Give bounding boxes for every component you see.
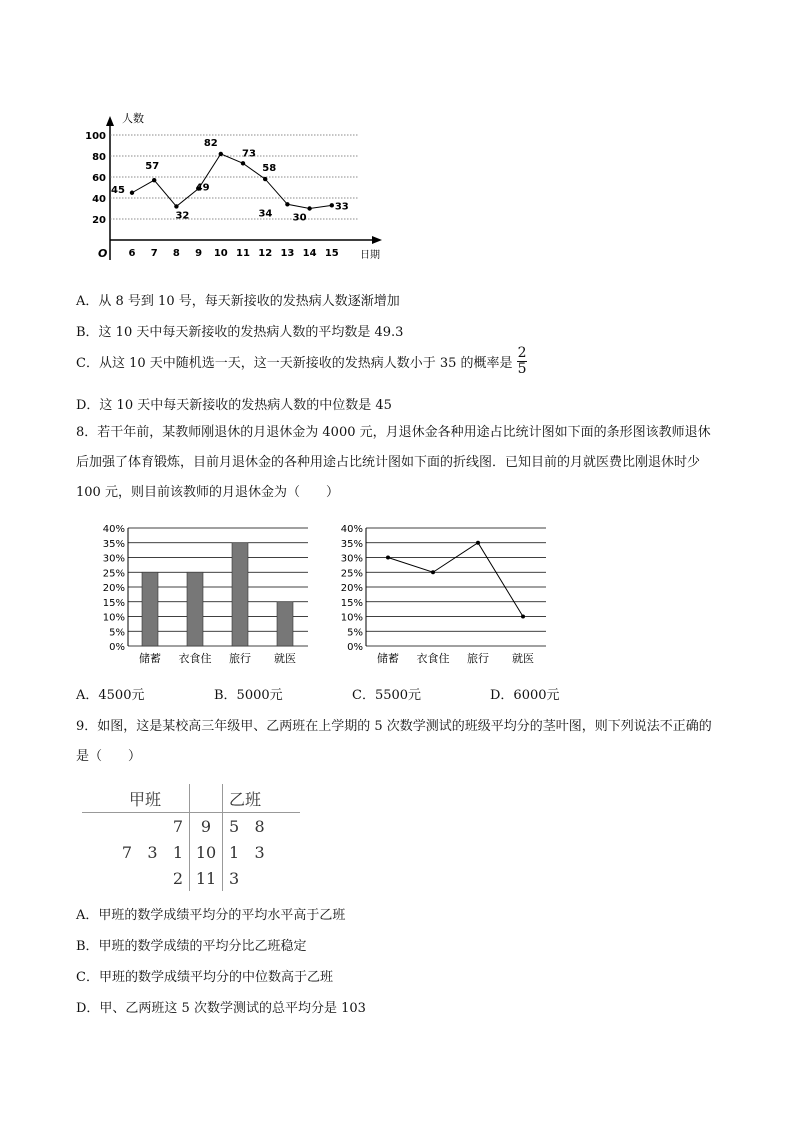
q9-option-c: C．甲班的数学成绩平均分的中位数高于乙班 xyxy=(76,970,333,985)
q7-option-c xyxy=(76,346,527,377)
x-tick-label: 储蓄 xyxy=(377,652,399,665)
q8-bar-chart xyxy=(92,518,312,668)
x-tick-label: 12 xyxy=(258,248,273,259)
data-label: 30 xyxy=(292,212,307,224)
data-label: 57 xyxy=(145,161,160,173)
q8-option-d: D．6000元 xyxy=(490,688,560,703)
q9-option-d: D．甲、乙两班这 5 次数学测试的总平均分是 103 xyxy=(76,1001,366,1016)
data-point xyxy=(263,177,267,181)
y-tick-label: 10% xyxy=(340,612,363,624)
data-label: 49 xyxy=(195,182,210,194)
leaf: 7 xyxy=(172,816,183,836)
leaf: 1 xyxy=(172,842,183,862)
series-line xyxy=(132,154,332,209)
y-tick-label: 20% xyxy=(102,583,125,594)
x-tick-label: 旅行 xyxy=(229,652,251,665)
data-point xyxy=(174,204,178,208)
data-label: 32 xyxy=(175,210,190,222)
y-tick-label: 5% xyxy=(347,627,363,639)
y-tick-label: 0% xyxy=(109,642,125,653)
leaf: 3 xyxy=(147,842,158,862)
leaf-right-row1 xyxy=(223,813,301,840)
data-label: 45 xyxy=(111,184,125,196)
q7-origin: O xyxy=(98,247,108,260)
header-stem xyxy=(190,784,223,813)
fraction xyxy=(517,346,528,377)
y-tick-label: 25% xyxy=(102,568,125,580)
stem-leaf-plot xyxy=(82,784,300,891)
leaf-left-row1 xyxy=(82,813,190,840)
x-tick-label: 就医 xyxy=(512,652,534,665)
data-label: 34 xyxy=(258,208,273,220)
stem: 9 xyxy=(190,813,223,840)
series-line xyxy=(388,543,523,617)
stem: 11 xyxy=(190,865,223,891)
y-tick-label: 30% xyxy=(102,553,125,565)
data-label: 73 xyxy=(242,148,256,160)
q7-xlabel: 日期 xyxy=(360,250,380,261)
leaf: 7 xyxy=(121,842,133,862)
y-tick-label: 30% xyxy=(340,553,363,565)
header-left: 甲班 xyxy=(128,789,161,809)
q9-option-b: B．甲班的数学成绩的平均分比乙班稳定 xyxy=(76,939,307,954)
y-tick-label: 0% xyxy=(347,642,363,653)
y-tick-label: 40% xyxy=(340,524,363,535)
data-point xyxy=(241,161,245,165)
leaf-left-row3 xyxy=(82,865,190,891)
x-tick-label: 14 xyxy=(302,248,317,259)
q7-option-b: B．这 10 天中每天新接收的发热病人数的平均数是 49.3 xyxy=(76,325,404,340)
y-tick-label: 25% xyxy=(340,568,363,580)
q7-option-a: A．从 8 号到 10 号，每天新接收的发热病人数逐渐增加 xyxy=(76,294,400,309)
y-tick-label: 15% xyxy=(340,597,363,609)
data-label: 82 xyxy=(203,137,218,149)
y-tick-label: 40 xyxy=(92,194,106,205)
y-tick-label: 35% xyxy=(102,538,125,550)
q9-option-a: A．甲班的数学成绩平均分的平均水平高于乙班 xyxy=(76,908,346,923)
data-point xyxy=(431,570,435,574)
data-point xyxy=(152,178,156,182)
q8-option-a: A．4500元 xyxy=(76,688,145,703)
x-tick-label: 11 xyxy=(236,248,250,259)
x-tick-label: 就医 xyxy=(274,652,296,665)
leaf: 1 xyxy=(229,842,240,862)
fraction-numerator: 2 xyxy=(517,345,527,361)
y-tick-label: 20% xyxy=(340,583,363,594)
y-tick-label: 60 xyxy=(92,173,106,184)
fraction-denominator: 5 xyxy=(517,361,527,377)
q7-ylabel: 人数 xyxy=(122,112,144,125)
q8-option-c: C．5500元 xyxy=(352,688,422,703)
y-tick-label: 10% xyxy=(102,612,125,624)
q7-option-c-text: C．从这 10 天中随机选一天，这一天新接收的发热病人数小于 35 的概率是 xyxy=(76,356,513,371)
x-tick-label: 13 xyxy=(280,248,295,259)
y-tick-label: 15% xyxy=(102,597,125,609)
x-tick-label: 7 xyxy=(150,248,158,259)
data-point xyxy=(219,152,223,156)
leaf: 2 xyxy=(172,868,183,888)
data-point xyxy=(521,615,525,619)
leaf: 8 xyxy=(254,816,265,836)
x-tick-label: 旅行 xyxy=(467,652,489,665)
bar xyxy=(187,572,203,646)
x-tick-label: 15 xyxy=(324,248,339,259)
data-point xyxy=(330,203,334,207)
leaf-right-row2 xyxy=(223,839,301,865)
q8-question: 8．若干年前，某教师刚退休的月退休金为 4000 元，月退休金各种用途占比统计图如下面的条形图该教师退休后加强了体育锻炼，目前月退休金的各种用途占比统计图如下面的折线图．已知目前的月就医费比刚退休时少 100 元，则目前该教师的月退休金为（ ） xyxy=(76,425,711,500)
y-tick-label: 80 xyxy=(92,152,106,163)
leaf: 3 xyxy=(229,868,240,888)
x-tick-label: 10 xyxy=(213,248,228,259)
q9-question: 9．如图，这是某校高三年级甲、乙两班在上学期的 5 次数学测试的班级平均分的茎叶图，则下列说法不正确的是（ ） xyxy=(76,719,712,764)
leaf-right-row3 xyxy=(223,865,301,891)
data-point xyxy=(307,206,311,210)
header-right: 乙班 xyxy=(229,789,262,809)
bar xyxy=(142,572,158,646)
data-label: 33 xyxy=(334,201,349,213)
data-label: 58 xyxy=(262,163,277,175)
bar xyxy=(277,602,293,646)
x-tick-label: 衣食住 xyxy=(416,652,450,665)
x-tick-label: 9 xyxy=(195,248,203,259)
x-tick-label: 8 xyxy=(172,248,180,259)
y-tick-label: 20 xyxy=(92,215,106,226)
x-tick-label: 储蓄 xyxy=(139,652,161,665)
q7-line-chart xyxy=(85,108,388,268)
q7-option-d: D．这 10 天中每天新接收的发热病人数的中位数是 45 xyxy=(76,398,392,413)
y-tick-label: 35% xyxy=(340,538,363,550)
data-point xyxy=(476,541,480,545)
q7-x-arrow xyxy=(372,236,382,244)
leaf: 3 xyxy=(254,842,265,862)
data-point xyxy=(130,191,134,195)
leaf: 5 xyxy=(229,816,240,836)
bar xyxy=(232,543,248,646)
q8-line-chart xyxy=(330,518,550,668)
y-tick-label: 100 xyxy=(85,131,106,142)
data-point xyxy=(386,556,390,560)
x-tick-label: 衣食住 xyxy=(178,652,212,665)
q8-options xyxy=(0,684,794,704)
q7-y-arrow xyxy=(106,116,114,126)
leaf-left-row2 xyxy=(82,839,190,865)
q8-option-b: B．5000元 xyxy=(214,688,283,703)
y-tick-label: 40% xyxy=(102,524,125,535)
data-point xyxy=(285,202,289,206)
x-tick-label: 6 xyxy=(128,248,136,259)
y-tick-label: 5% xyxy=(109,627,125,639)
stem: 10 xyxy=(190,839,223,865)
